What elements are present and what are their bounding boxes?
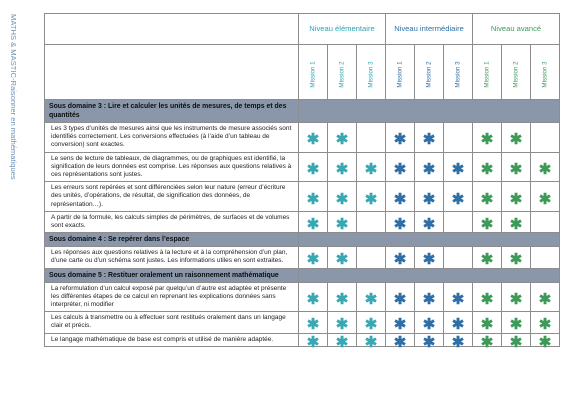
criterion-text: La reformulation d’un calcul exposé par quelqu’un d’autre est adaptée et présente les différentes étapes de ce calcul en reprenant les explications données sans interpréter, ni modifier xyxy=(45,282,299,312)
mission-cell xyxy=(357,333,386,351)
mission-label: Mission 1 xyxy=(483,61,491,88)
asterisk-icon: ✱ xyxy=(422,290,436,308)
asterisk-icon: ✱ xyxy=(451,160,465,178)
asterisk-icon: ✱ xyxy=(306,216,320,234)
asterisk-icon: ✱ xyxy=(422,190,436,208)
asterisk-icon: ✱ xyxy=(306,290,320,308)
mission-cell xyxy=(415,333,444,351)
asterisk-icon: ✱ xyxy=(335,216,349,234)
section-title: Sous domaine 3 : Lire et calculer les unités de mesures, de temps et des quantités xyxy=(45,100,299,123)
asterisk-icon: ✱ xyxy=(393,190,407,208)
mission-cell xyxy=(299,312,328,333)
mission-cell xyxy=(502,123,531,153)
mission-cell xyxy=(444,182,473,212)
asterisk-icon: ✱ xyxy=(480,190,494,208)
mission-cell xyxy=(531,123,560,153)
section-fill xyxy=(299,233,560,247)
mission-cell xyxy=(386,247,415,268)
mission-cell xyxy=(357,152,386,182)
asterisk-icon: ✱ xyxy=(422,160,436,178)
mission-cell xyxy=(415,247,444,268)
criterion-row xyxy=(45,282,560,312)
mission-header xyxy=(531,45,560,100)
mission-cell xyxy=(531,152,560,182)
asterisk-icon: ✱ xyxy=(422,131,436,149)
mission-cell xyxy=(473,247,502,268)
skills-grid xyxy=(44,13,560,351)
mission-cell xyxy=(415,282,444,312)
side-title-main: MATHS & MASTIC xyxy=(9,14,18,78)
mission-cell xyxy=(473,333,502,351)
criterion-text: Le sens de lecture de tableaux, de diagrammes, ou de graphiques est identifié, la signification de leurs données est comprise. Les réponses aux questions relatives à ces représentations sont justes. xyxy=(45,152,299,182)
mission-cell xyxy=(357,247,386,268)
asterisk-icon: ✱ xyxy=(393,160,407,178)
criterion-row xyxy=(45,211,560,232)
mission-cell xyxy=(299,282,328,312)
asterisk-icon: ✱ xyxy=(306,251,320,269)
mission-cell xyxy=(328,123,357,153)
asterisk-icon: ✱ xyxy=(451,316,465,334)
mission-cell xyxy=(357,182,386,212)
asterisk-icon: ✱ xyxy=(538,290,552,308)
mission-cell xyxy=(299,247,328,268)
level-header-row xyxy=(45,14,560,45)
mission-label: Mission 1 xyxy=(309,61,317,88)
mission-cell xyxy=(502,247,531,268)
mission-cell xyxy=(531,333,560,351)
mission-cell xyxy=(328,333,357,351)
asterisk-icon: ✱ xyxy=(306,160,320,178)
mission-label: Mission 2 xyxy=(425,61,433,88)
mission-label: Mission 3 xyxy=(541,61,549,88)
criterion-text: Les 3 types d’unités de mesures ainsi que les instruments de mesure associés sont identifiés correctement. Les conversions effectuées (à l’aide d’un tableau de conversion) sont exactes. xyxy=(45,123,299,153)
mission-header xyxy=(386,45,415,100)
criterion-row xyxy=(45,152,560,182)
mission-label: Mission 3 xyxy=(367,61,375,88)
mission-header xyxy=(502,45,531,100)
asterisk-icon: ✱ xyxy=(393,316,407,334)
asterisk-icon: ✱ xyxy=(509,190,523,208)
mission-cell xyxy=(473,312,502,333)
asterisk-icon: ✱ xyxy=(422,333,436,351)
asterisk-icon: ✱ xyxy=(509,131,523,149)
mission-cell xyxy=(473,182,502,212)
mission-cell xyxy=(328,182,357,212)
mission-cell xyxy=(502,211,531,232)
asterisk-icon: ✱ xyxy=(451,333,465,351)
mission-cell xyxy=(386,123,415,153)
asterisk-icon: ✱ xyxy=(364,333,378,351)
mission-cell xyxy=(502,312,531,333)
asterisk-icon: ✱ xyxy=(509,333,523,351)
corner-cell-2 xyxy=(45,45,299,100)
mission-cell xyxy=(531,282,560,312)
asterisk-icon: ✱ xyxy=(480,333,494,351)
mission-cell xyxy=(415,312,444,333)
mission-cell xyxy=(299,123,328,153)
asterisk-icon: ✱ xyxy=(393,251,407,269)
mission-cell xyxy=(444,123,473,153)
section-header-row xyxy=(45,268,560,282)
mission-cell xyxy=(531,182,560,212)
asterisk-icon: ✱ xyxy=(306,190,320,208)
mission-cell xyxy=(444,333,473,351)
criterion-text: A partir de la formule, les calculs simples de périmètres, de surfaces et de volumes sont exacts. xyxy=(45,211,299,232)
mission-label: Mission 3 xyxy=(454,61,462,88)
mission-cell xyxy=(386,282,415,312)
asterisk-icon: ✱ xyxy=(480,316,494,334)
criterion-row xyxy=(45,247,560,268)
asterisk-icon: ✱ xyxy=(422,316,436,334)
section-title: Sous domaine 5 : Restituer oralement un raisonnement mathématique xyxy=(45,268,299,282)
level-elementaire: Niveau élémentaire xyxy=(299,14,386,45)
asterisk-icon: ✱ xyxy=(480,251,494,269)
asterisk-icon: ✱ xyxy=(422,251,436,269)
mission-cell xyxy=(328,282,357,312)
criterion-text: Les réponses aux questions relatives à la lecture et à la compréhension d’un plan, d’une carte ou d’un schéma sont justes. Les informations utiles en sont extraites. xyxy=(45,247,299,268)
section-title: Sous domaine 4 : Se repérer dans l’espace xyxy=(45,233,299,247)
mission-cell xyxy=(473,282,502,312)
mission-cell xyxy=(444,247,473,268)
mission-cell xyxy=(502,333,531,351)
mission-cell xyxy=(531,211,560,232)
asterisk-icon: ✱ xyxy=(509,160,523,178)
mission-cell xyxy=(473,211,502,232)
asterisk-icon: ✱ xyxy=(538,160,552,178)
mission-label: Mission 2 xyxy=(512,61,520,88)
corner-cell xyxy=(45,14,299,45)
asterisk-icon: ✱ xyxy=(538,316,552,334)
mission-cell xyxy=(299,182,328,212)
section-fill xyxy=(299,100,560,123)
asterisk-icon: ✱ xyxy=(480,131,494,149)
level-intermediaire: Niveau intermédiaire xyxy=(386,14,473,45)
asterisk-icon: ✱ xyxy=(480,160,494,178)
mission-cell xyxy=(415,123,444,153)
asterisk-icon: ✱ xyxy=(451,190,465,208)
asterisk-icon: ✱ xyxy=(364,190,378,208)
mission-cell xyxy=(444,211,473,232)
mission-label: Mission 2 xyxy=(338,61,346,88)
mission-cell xyxy=(299,333,328,351)
mission-cell xyxy=(386,312,415,333)
asterisk-icon: ✱ xyxy=(538,190,552,208)
mission-cell xyxy=(444,282,473,312)
section-fill xyxy=(299,268,560,282)
mission-cell xyxy=(299,211,328,232)
asterisk-icon: ✱ xyxy=(422,216,436,234)
criterion-row xyxy=(45,123,560,153)
mission-cell xyxy=(386,211,415,232)
asterisk-icon: ✱ xyxy=(480,290,494,308)
mission-cell xyxy=(299,152,328,182)
mission-cell xyxy=(415,211,444,232)
mission-cell xyxy=(386,152,415,182)
level-avance: Niveau avancé xyxy=(473,14,560,45)
asterisk-icon: ✱ xyxy=(306,333,320,351)
mission-cell xyxy=(357,282,386,312)
mission-cell xyxy=(415,152,444,182)
asterisk-icon: ✱ xyxy=(393,290,407,308)
mission-cell xyxy=(502,152,531,182)
asterisk-icon: ✱ xyxy=(306,316,320,334)
mission-header xyxy=(328,45,357,100)
asterisk-icon: ✱ xyxy=(335,160,349,178)
asterisk-icon: ✱ xyxy=(509,216,523,234)
mission-header xyxy=(473,45,502,100)
mission-cell xyxy=(502,182,531,212)
mission-cell xyxy=(357,312,386,333)
section-header-row xyxy=(45,100,560,123)
side-title-separator: - xyxy=(9,78,18,81)
asterisk-icon: ✱ xyxy=(364,160,378,178)
mission-cell xyxy=(473,152,502,182)
mission-cell xyxy=(328,312,357,333)
mission-cell xyxy=(357,123,386,153)
asterisk-icon: ✱ xyxy=(335,131,349,149)
asterisk-icon: ✱ xyxy=(393,131,407,149)
mission-label: Mission 1 xyxy=(396,61,404,88)
mission-cell xyxy=(415,182,444,212)
mission-cell xyxy=(473,123,502,153)
asterisk-icon: ✱ xyxy=(393,333,407,351)
asterisk-icon: ✱ xyxy=(538,333,552,351)
side-title xyxy=(2,14,18,264)
asterisk-icon: ✱ xyxy=(335,190,349,208)
mission-cell xyxy=(531,312,560,333)
criterion-text: Les calculs à transmettre ou à effectuer sont restitués oralement dans un langage clair et précis. xyxy=(45,312,299,333)
grid-body xyxy=(45,14,560,351)
mission-cell xyxy=(444,152,473,182)
mission-header xyxy=(299,45,328,100)
mission-header-row xyxy=(45,45,560,100)
asterisk-icon: ✱ xyxy=(364,290,378,308)
criterion-text: Le langage mathématique de base est compris et utilisé de manière adaptée. xyxy=(45,333,299,346)
criterion-row xyxy=(45,333,560,346)
mission-cell xyxy=(328,211,357,232)
mission-header xyxy=(444,45,473,100)
criterion-text: Les erreurs sont repérées et sont différenciées selon leur nature (erreur d’écriture des unités, d’opérations, de résultat, de signification des données, de représentation…). xyxy=(45,182,299,212)
asterisk-icon: ✱ xyxy=(335,316,349,334)
asterisk-icon: ✱ xyxy=(393,216,407,234)
criterion-row xyxy=(45,182,560,212)
asterisk-icon: ✱ xyxy=(306,131,320,149)
mission-header xyxy=(357,45,386,100)
asterisk-icon: ✱ xyxy=(480,216,494,234)
mission-cell xyxy=(444,312,473,333)
mission-cell xyxy=(357,211,386,232)
section-header-row xyxy=(45,233,560,247)
mission-cell xyxy=(386,333,415,351)
mission-header xyxy=(415,45,444,100)
criterion-row xyxy=(45,312,560,333)
asterisk-icon: ✱ xyxy=(451,290,465,308)
mission-cell xyxy=(531,247,560,268)
asterisk-icon: ✱ xyxy=(335,333,349,351)
asterisk-icon: ✱ xyxy=(509,290,523,308)
asterisk-icon: ✱ xyxy=(364,316,378,334)
mission-cell xyxy=(502,282,531,312)
mission-cell xyxy=(328,152,357,182)
mission-cell xyxy=(386,182,415,212)
side-title-sub: Raisonner en mathématiques xyxy=(9,80,18,180)
mission-cell xyxy=(328,247,357,268)
asterisk-icon: ✱ xyxy=(509,316,523,334)
asterisk-icon: ✱ xyxy=(335,290,349,308)
asterisk-icon: ✱ xyxy=(335,251,349,269)
asterisk-icon: ✱ xyxy=(509,251,523,269)
